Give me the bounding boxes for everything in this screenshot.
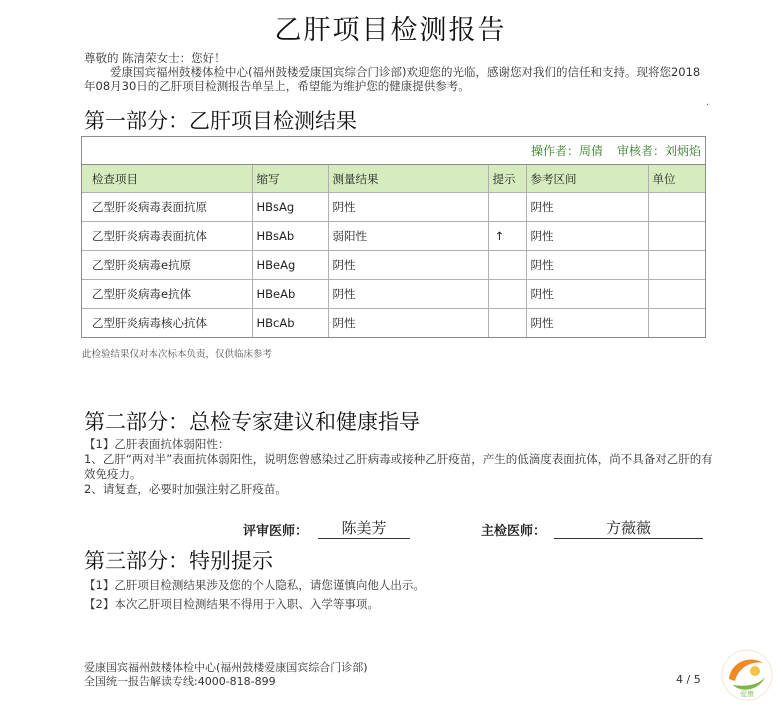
advice-item: 1、乙肝“两对半”表面抗体弱阳性，说明您曾感染过乙肝病毒或接种乙肝疫苗，产生的低滴度表面抗体，尚不具备对乙肝的有效免疫力。 — [84, 452, 713, 481]
table-cell — [648, 280, 705, 309]
table-cell: 阴性 — [526, 280, 648, 309]
notes-block — [84, 576, 714, 614]
table-cell — [488, 280, 526, 309]
table-cell — [648, 193, 705, 222]
footer-org: 爱康国宾福州鼓楼体检中心(福州鼓楼爱康国宾综合门诊部) — [84, 661, 368, 674]
chief-signature-label — [481, 520, 546, 539]
table-cell: 阴性 — [526, 309, 648, 338]
column-header: 单位 — [648, 165, 705, 193]
table-cell: 乙型肝炎病毒e抗原 — [82, 251, 252, 280]
results-table — [82, 165, 705, 337]
logo-text: 爱康 — [740, 690, 754, 698]
advice-heading: 【1】乙肝表面抗体弱阳性： — [84, 437, 230, 451]
section2-title: 第二部分：总检专家建议和健康指导 — [84, 410, 420, 434]
table-cell — [488, 193, 526, 222]
intro-paragraph: 爱康国宾福州鼓楼体检中心(福州鼓楼爱康国宾综合门诊部)欢迎您的光临，感谢您对我们的信任和支持。现将您2018年08月30日的乙肝项目检测报告单呈上，希望能为维护您的健康提供参考。 — [84, 65, 701, 93]
table-cell — [648, 251, 705, 280]
table-cell: HBeAb — [252, 280, 328, 309]
hint-arrow-icon: ↑ — [488, 222, 526, 251]
advice-block — [84, 437, 714, 497]
table-cell: 阴性 — [328, 309, 488, 338]
table-header-row — [82, 165, 705, 193]
table-cell: 乙型肝炎病毒e抗体 — [82, 280, 252, 309]
table-cell: 阴性 — [526, 193, 648, 222]
results-table-block — [81, 136, 706, 338]
table-row — [82, 251, 705, 280]
advice-item: 2、请复查，必要时加强注射乙肝疫苗。 — [84, 482, 287, 496]
table-cell: 弱阳性 — [328, 222, 488, 251]
table-cell: 阴性 — [328, 193, 488, 222]
reviewer-signature: 陈美芳 — [318, 517, 410, 539]
page-number: 4 / 5 — [676, 673, 701, 686]
table-cell: 阴性 — [526, 251, 648, 280]
column-header: 参考区间 — [526, 165, 648, 193]
table-cell: HBsAb — [252, 222, 328, 251]
column-header: 测量结果 — [328, 165, 488, 193]
greeting: 尊敬的 陈清荣女士：您好！ — [84, 51, 226, 65]
operator-row — [82, 137, 705, 165]
report-title: 乙肝项目检测报告 — [274, 15, 507, 46]
chief-doctor-label: 主检医师： — [481, 524, 547, 539]
brand-logo-icon — [721, 649, 773, 701]
table-cell: 阴性 — [526, 222, 648, 251]
table-cell: 乙型肝炎病毒核心抗体 — [82, 309, 252, 338]
table-cell — [648, 309, 705, 338]
column-header: 提示 — [488, 165, 526, 193]
table-cell: HBeAg — [252, 251, 328, 280]
column-header: 检查项目 — [82, 165, 252, 193]
footer-hotline: 全国统一报告解读专线:4000-818-899 — [84, 675, 276, 688]
table-row — [82, 280, 705, 309]
section3-title: 第三部分：特别提示 — [84, 549, 273, 573]
table-cell: 阴性 — [328, 280, 488, 309]
operator-label: 操作者：周倩 — [530, 144, 603, 158]
footer — [84, 661, 368, 689]
disclaimer-note: 此检验结果仅对本次标本负责，仅供临床参考 — [82, 349, 273, 360]
note-item: 【2】本次乙肝项目检测结果不得用于入职、入学等事项。 — [84, 597, 379, 611]
table-cell: HBsAg — [252, 193, 328, 222]
table-cell: 乙型肝炎病毒表面抗体 — [82, 222, 252, 251]
table-row — [82, 193, 705, 222]
reviewer-doctor-label: 评审医师： — [243, 524, 309, 539]
table-row — [82, 309, 705, 338]
table-cell: 阴性 — [328, 251, 488, 280]
column-header: 缩写 — [252, 165, 328, 193]
table-cell — [488, 251, 526, 280]
table-cell — [648, 222, 705, 251]
reviewer-label: 审核者：刘炳焰 — [616, 144, 701, 158]
table-cell: 乙型肝炎病毒表面抗原 — [82, 193, 252, 222]
reviewer-signature-label — [243, 520, 308, 539]
chief-signature: 方薇薇 — [554, 517, 703, 539]
table-row — [82, 222, 705, 251]
stray-dot: · — [706, 100, 710, 111]
table-cell — [488, 309, 526, 338]
note-item: 【1】乙肝项目检测结果涉及您的个人隐私，请您谨慎向他人出示。 — [84, 578, 425, 592]
table-cell: HBcAb — [252, 309, 328, 338]
section1-title: 第一部分：乙肝项目检测结果 — [84, 109, 357, 133]
